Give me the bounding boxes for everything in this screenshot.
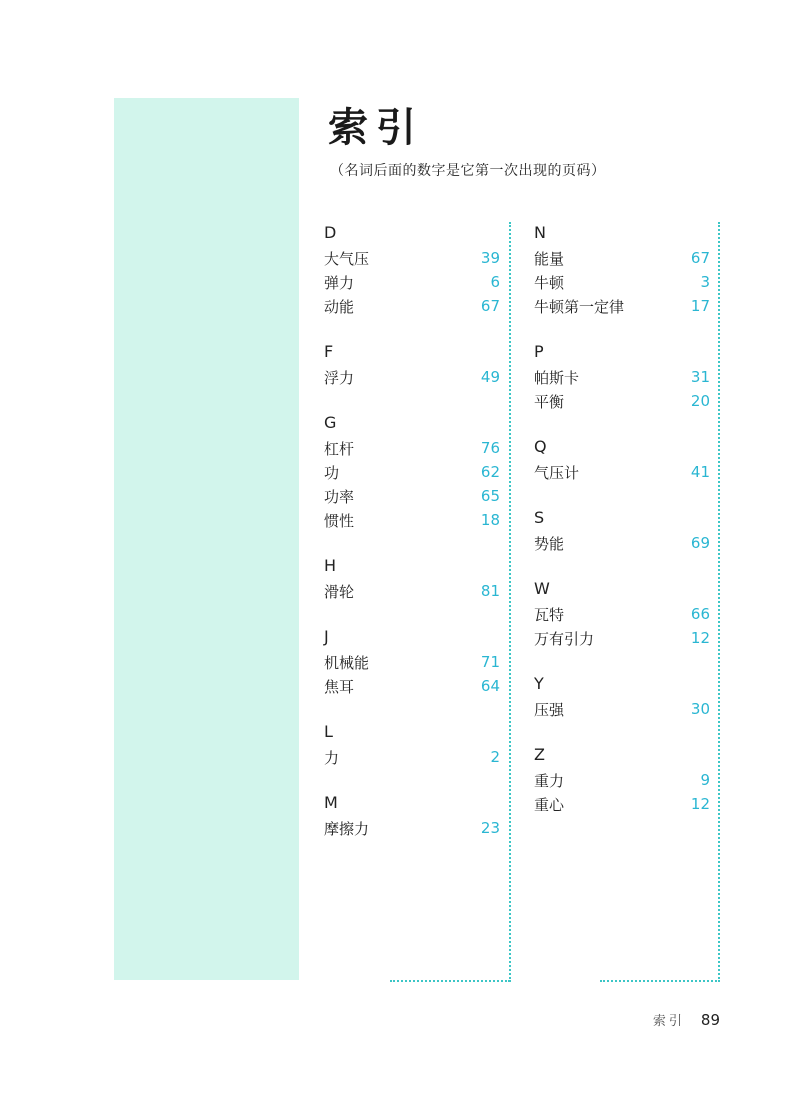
- index-term: 惯性: [324, 511, 355, 530]
- index-group: [534, 507, 710, 555]
- index-group: [324, 341, 500, 389]
- index-entry: [534, 294, 710, 318]
- index-entry: [324, 436, 500, 460]
- left-column-dotted-divider: [509, 222, 511, 982]
- index-page-number: 65: [480, 487, 500, 505]
- index-letter-heading: D: [324, 223, 337, 242]
- index-entry: [324, 460, 500, 484]
- index-entry: [534, 460, 710, 484]
- index-letter-heading: L: [324, 722, 333, 741]
- index-page-number: 9: [700, 771, 710, 789]
- index-term: 牛顿: [534, 273, 565, 292]
- index-term: 大气压: [324, 249, 370, 268]
- index-term: 力: [324, 748, 340, 767]
- index-group: [324, 555, 500, 603]
- index-page-number: 62: [480, 463, 500, 481]
- index-letter-heading: Q: [534, 437, 547, 456]
- index-page-number: 30: [690, 700, 710, 718]
- index-entry: [324, 270, 500, 294]
- index-letter-heading: M: [324, 793, 338, 812]
- page-footer: [653, 1010, 720, 1029]
- index-page-number: 39: [480, 249, 500, 267]
- index-term: 压强: [534, 700, 565, 719]
- index-entry: [534, 602, 710, 626]
- left-column-dotted-bottom: [390, 980, 510, 982]
- index-term: 弹力: [324, 273, 355, 292]
- index-page-number: 12: [690, 795, 710, 813]
- index-entry: [324, 650, 500, 674]
- index-group: [534, 578, 710, 650]
- index-entry: [534, 389, 710, 413]
- index-term: 重心: [534, 795, 565, 814]
- index-entry: [324, 294, 500, 318]
- index-column-left: [324, 222, 500, 863]
- index-page-number: 69: [690, 534, 710, 552]
- index-page-number: 67: [480, 297, 500, 315]
- index-page-number: 6: [490, 273, 500, 291]
- index-page-number: 76: [480, 439, 500, 457]
- index-page-number: 20: [690, 392, 710, 410]
- index-entry: [324, 674, 500, 698]
- index-group: [324, 721, 500, 769]
- index-term: 摩擦力: [324, 819, 370, 838]
- index-entry: [534, 531, 710, 555]
- index-entry: [534, 626, 710, 650]
- index-page-number: 81: [480, 582, 500, 600]
- right-column-dotted-bottom: [600, 980, 720, 982]
- index-page-number: 67: [690, 249, 710, 267]
- index-page-number: 66: [690, 605, 710, 623]
- index-entry: [324, 816, 500, 840]
- page-number: 89: [700, 1011, 720, 1029]
- index-entry: [324, 365, 500, 389]
- index-entry: [324, 484, 500, 508]
- index-term: 瓦特: [534, 605, 565, 624]
- index-letter-heading: H: [324, 556, 337, 575]
- index-term: 能量: [534, 249, 565, 268]
- index-letter-heading: F: [324, 342, 334, 361]
- index-entry: [534, 365, 710, 389]
- index-entry: [534, 768, 710, 792]
- index-group: [534, 744, 710, 816]
- index-letter-heading: Z: [534, 745, 545, 764]
- index-entry: [534, 697, 710, 721]
- index-term: 滑轮: [324, 582, 355, 601]
- index-letter-heading: N: [534, 223, 546, 242]
- index-term: 牛顿第一定律: [534, 297, 625, 316]
- index-group: [324, 412, 500, 532]
- index-term: 帕斯卡: [534, 368, 580, 387]
- index-page-number: 18: [480, 511, 500, 529]
- index-term: 平衡: [534, 392, 565, 411]
- index-letter-heading: W: [534, 579, 550, 598]
- index-term: 焦耳: [324, 677, 355, 696]
- index-page-number: 41: [690, 463, 710, 481]
- index-page-number: 71: [480, 653, 500, 671]
- index-term: 杠杆: [324, 439, 355, 458]
- index-entry: [534, 246, 710, 270]
- index-term: 浮力: [324, 368, 355, 387]
- index-term: 重力: [534, 771, 565, 790]
- index-group: [534, 673, 710, 721]
- index-entry: [534, 792, 710, 816]
- index-page-number: 2: [490, 748, 500, 766]
- index-entry: [534, 270, 710, 294]
- index-page-number: 17: [690, 297, 710, 315]
- index-column-right: [534, 222, 710, 839]
- index-term: 功率: [324, 487, 355, 506]
- page-subtitle: （名词后面的数字是它第一次出现的页码）: [330, 163, 606, 179]
- index-letter-heading: G: [324, 413, 337, 432]
- index-group: [534, 222, 710, 318]
- index-page-number: 12: [690, 629, 710, 647]
- index-page-number: 49: [480, 368, 500, 386]
- index-page-number: 23: [480, 819, 500, 837]
- index-page-number: 3: [700, 273, 710, 291]
- index-entry: [324, 508, 500, 532]
- index-letter-heading: S: [534, 508, 545, 527]
- index-group: [324, 626, 500, 698]
- index-group: [324, 222, 500, 318]
- index-entry: [324, 579, 500, 603]
- index-group: [324, 792, 500, 840]
- index-term: 动能: [324, 297, 355, 316]
- index-term: 机械能: [324, 653, 370, 672]
- index-page-number: 31: [690, 368, 710, 386]
- index-page-number: 64: [480, 677, 500, 695]
- index-term: 势能: [534, 534, 565, 553]
- index-entry: [324, 246, 500, 270]
- index-letter-heading: J: [324, 627, 329, 646]
- index-letter-heading: Y: [534, 674, 544, 693]
- index-term: 功: [324, 463, 340, 482]
- page-title: 索引: [328, 104, 424, 151]
- right-column-dotted-divider: [718, 222, 720, 982]
- footer-label: 索引: [652, 1014, 685, 1029]
- index-term: 万有引力: [534, 629, 595, 648]
- index-term: 气压计: [534, 463, 580, 482]
- side-color-panel: [114, 98, 299, 980]
- index-entry: [324, 745, 500, 769]
- index-letter-heading: P: [534, 342, 544, 361]
- index-group: [534, 341, 710, 413]
- index-group: [534, 436, 710, 484]
